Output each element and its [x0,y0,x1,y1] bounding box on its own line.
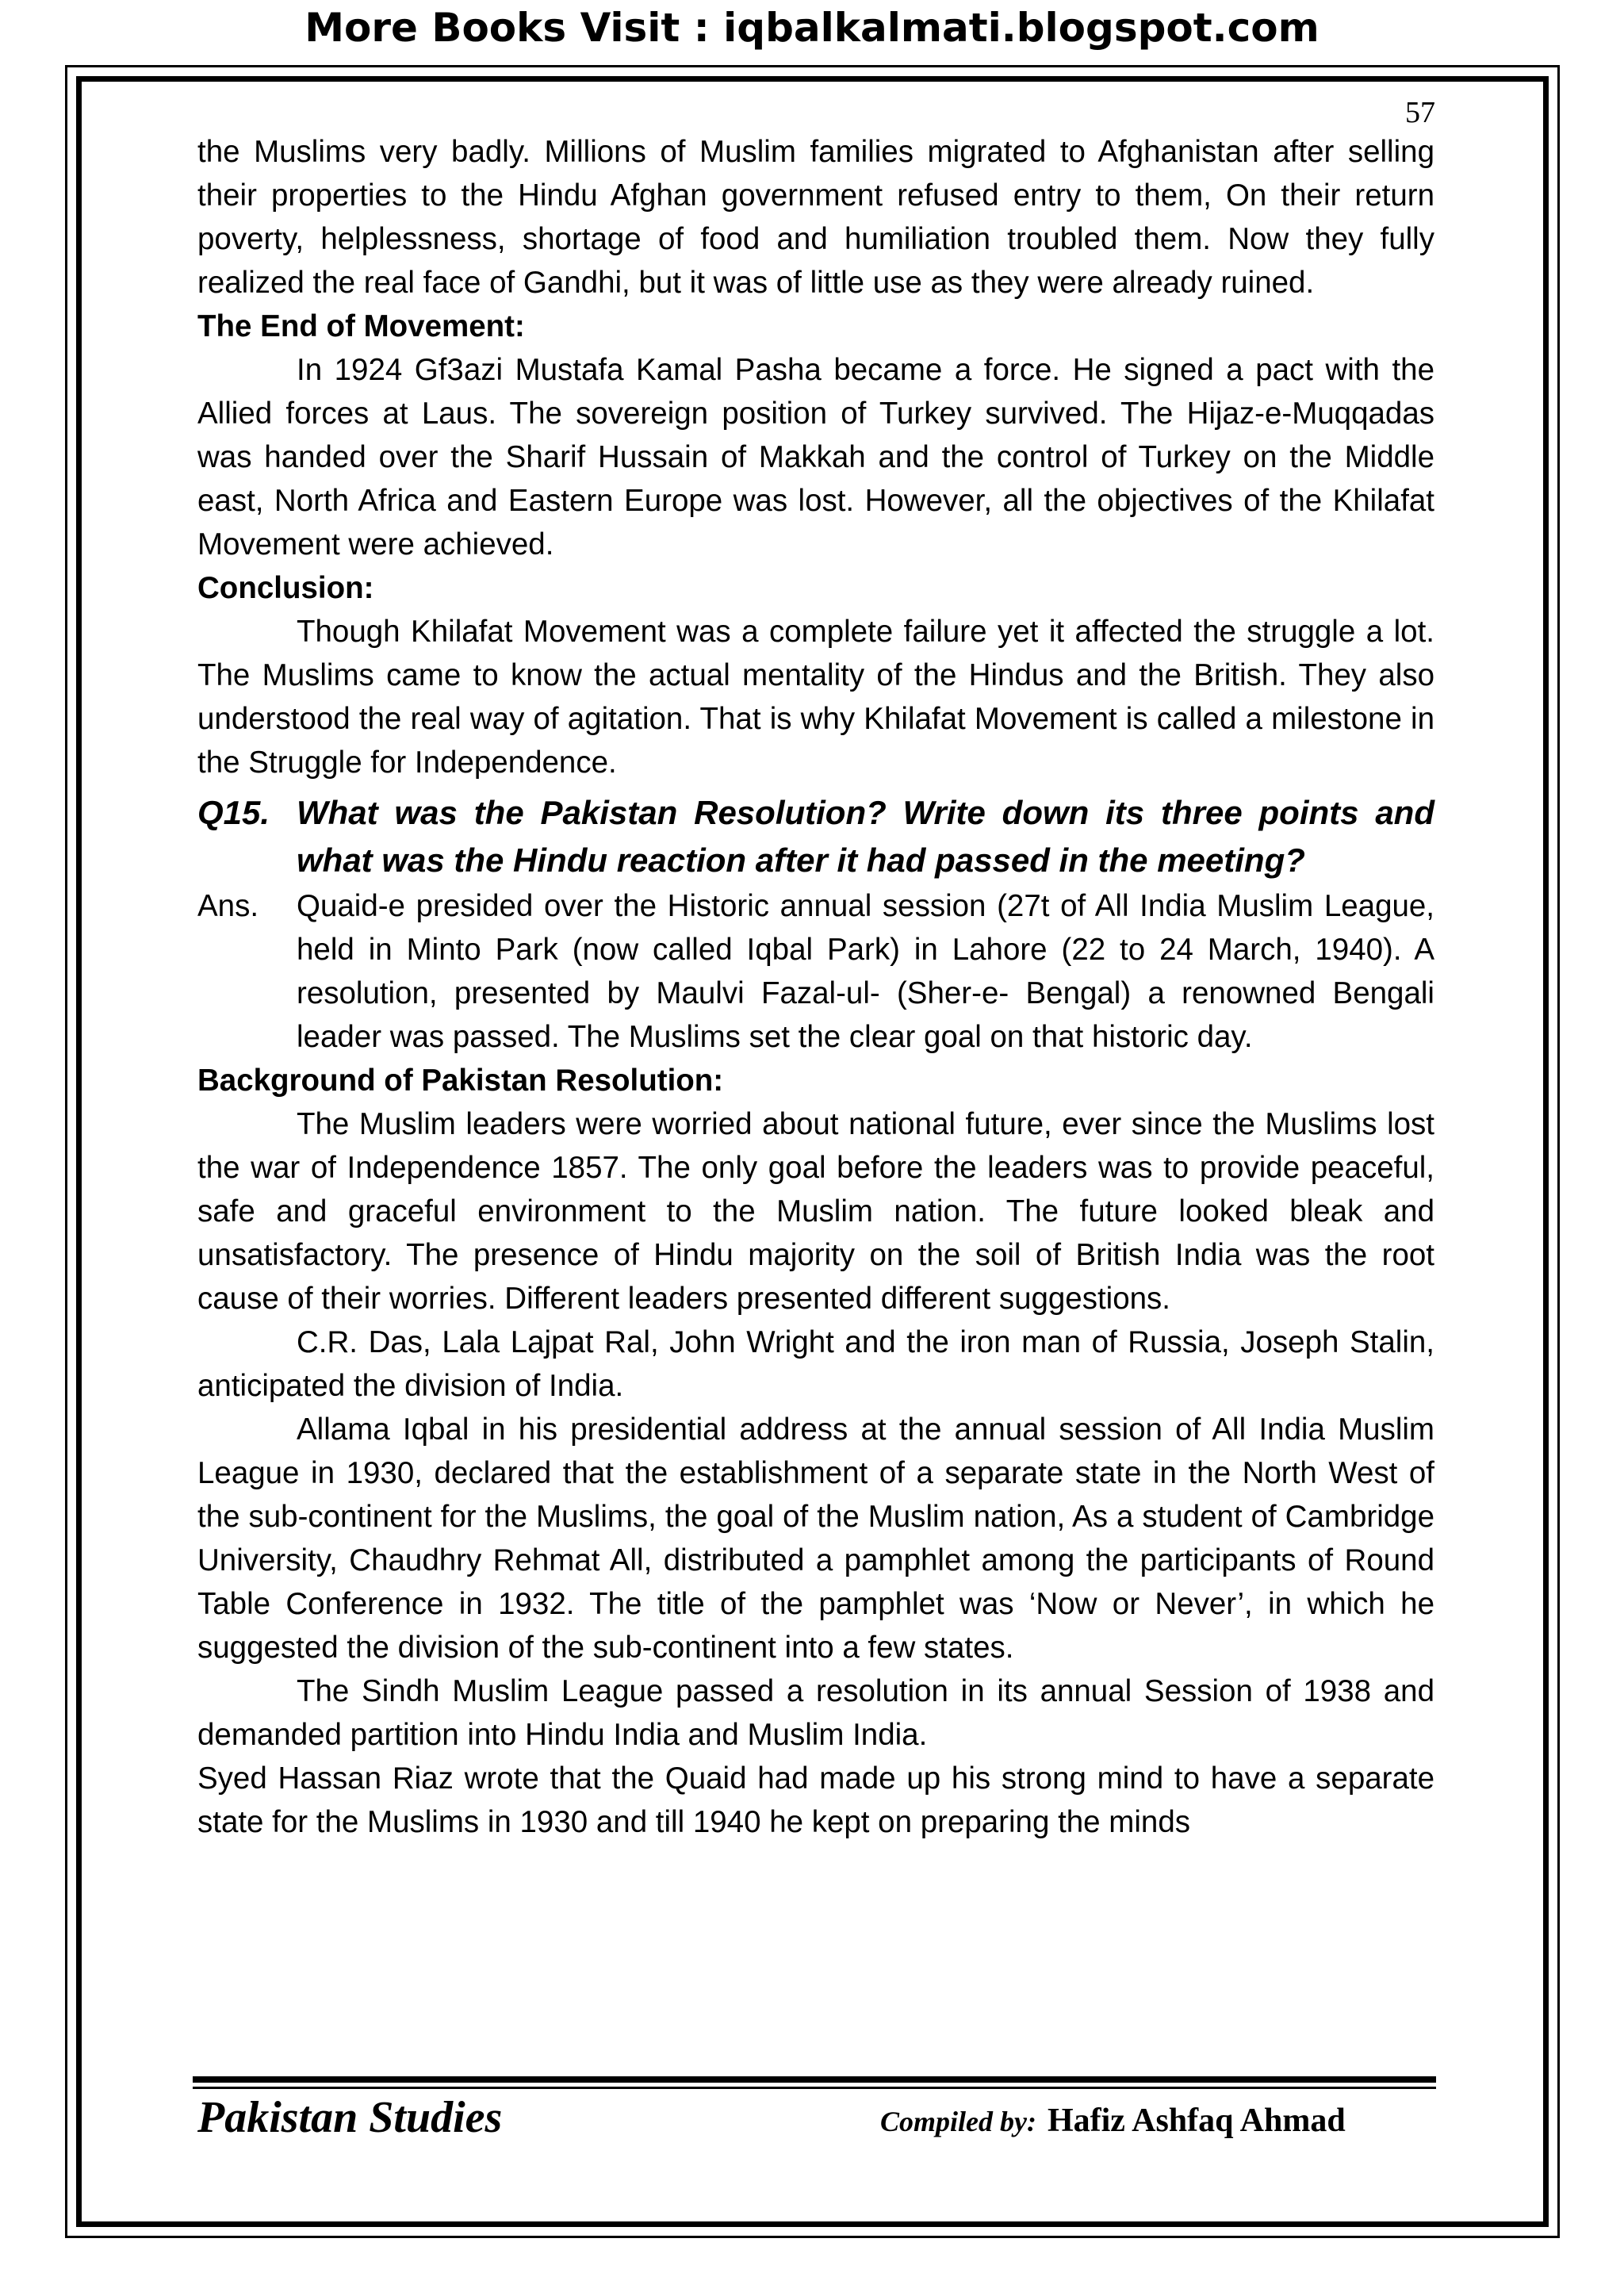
paragraph-end-of-movement: In 1924 Gf3azi Mustafa Kamal Pasha became a force. He signed a pact with the Allied forces at Laus. The sovereign position of Turkey survived. The Hijaz-e-Muqqadas was handed over the Sharif Hussain of Makkah and the control of Turkey on the Middle east, North Africa and Eastern Europe was lost. However, all the objectives of the Khilafat Movement were achieved. [197,353,1434,562]
heading-end-of-movement: The End of Movement: [197,309,525,343]
paragraph-background-2: C.R. Das, Lala Lajpat Ral, John Wright and the iron man of Russia, Joseph Stalin, anticipated the division of India. [197,1325,1434,1403]
footer-rule-thin [193,2087,1436,2089]
page-number: 57 [1405,96,1435,129]
question-number: Q15. [197,794,270,831]
paragraph-background-5: Syed Hassan Riaz wrote that the Quaid had made up his strong mind to have a separate state for the Muslims in 1930 and till 1940 he kept on preparing the minds [197,1761,1434,1839]
compiler-name: Hafiz Ashfaq Ahmad [1047,2102,1346,2139]
question-text: What was the Pakistan Resolution? Write down its three points and what was the Hindu reaction after it had passed in the meeting? [297,794,1434,879]
website-banner: More Books Visit : iqbalkalmati.blogspot.com [304,5,1320,51]
answer-label: Ans. [197,889,259,923]
heading-background: Background of Pakistan Resolution: [197,1064,724,1098]
answer-text: Quaid-e presided over the Historic annual session (27t of All India Muslim League, held in Minto Park (now called Iqbal Park) in Lahore (22 to 24 March, 1940). A resolution, presented by Maulvi Fazal-ul- (Sher-e- Bengal) a renowned Bengali leader was passed. The Muslims set the clear goal on that historic day. [297,889,1434,1054]
paragraph-continuation: the Muslims very badly. Millions of Muslim families migrated to Afghanistan after selling their properties to the Hindu Afghan government refused entry to them, On their return poverty, helplessness, shortage of food and humiliation troubled them. Now they fully realized the real face of Gandhi, but it was of little use as they were already ruined. [197,135,1434,300]
paragraph-background-1: The Muslim leaders were worried about national future, ever since the Muslims lost the war of Independence 1857. The only goal before the leaders was to provide peaceful, safe and graceful environment to the Muslim nation. The future looked bleak and unsatisfactory. The presence of Hindu majority on the soil of British India was the root cause of their worries. Different leaders presented different suggestions. [197,1107,1434,1316]
heading-conclusion: Conclusion: [197,571,374,605]
page-body [197,130,1434,1844]
paragraph-background-3: Allama Iqbal in his presidential address at the annual session of All India Muslim League in 1930, declared that the establishment of a separate state in the North West of the sub-continent for the Muslims, the goal of the Muslim nation, As a student of Cambridge University, Chaudhry Rehmat All, distributed a pamphlet among the participants of Round Table Conference in 1932. The title of the pamphlet was ‘Now or Never’, in which he suggested the division of the sub-continent into a few states. [197,1412,1434,1665]
paragraph-background-4: The Sindh Muslim League passed a resolution in its annual Session of 1938 and demanded partition into Hindu India and Muslim India. [197,1674,1434,1752]
paragraph-conclusion: Though Khilafat Movement was a complete failure yet it affected the struggle a lot. The Muslims came to know the actual mentality of the Hindus and the British. They also understood the real way of agitation. That is why Khilafat Movement is called a milestone in the Struggle for Independence. [197,615,1434,780]
question-15 [197,789,1434,884]
footer-rule-thick [193,2076,1436,2083]
footer-credit [880,2102,1346,2140]
footer-book-title: Pakistan Studies [197,2093,503,2142]
compiled-by-label: Compiled by: [880,2106,1036,2137]
answer [197,884,1434,1059]
